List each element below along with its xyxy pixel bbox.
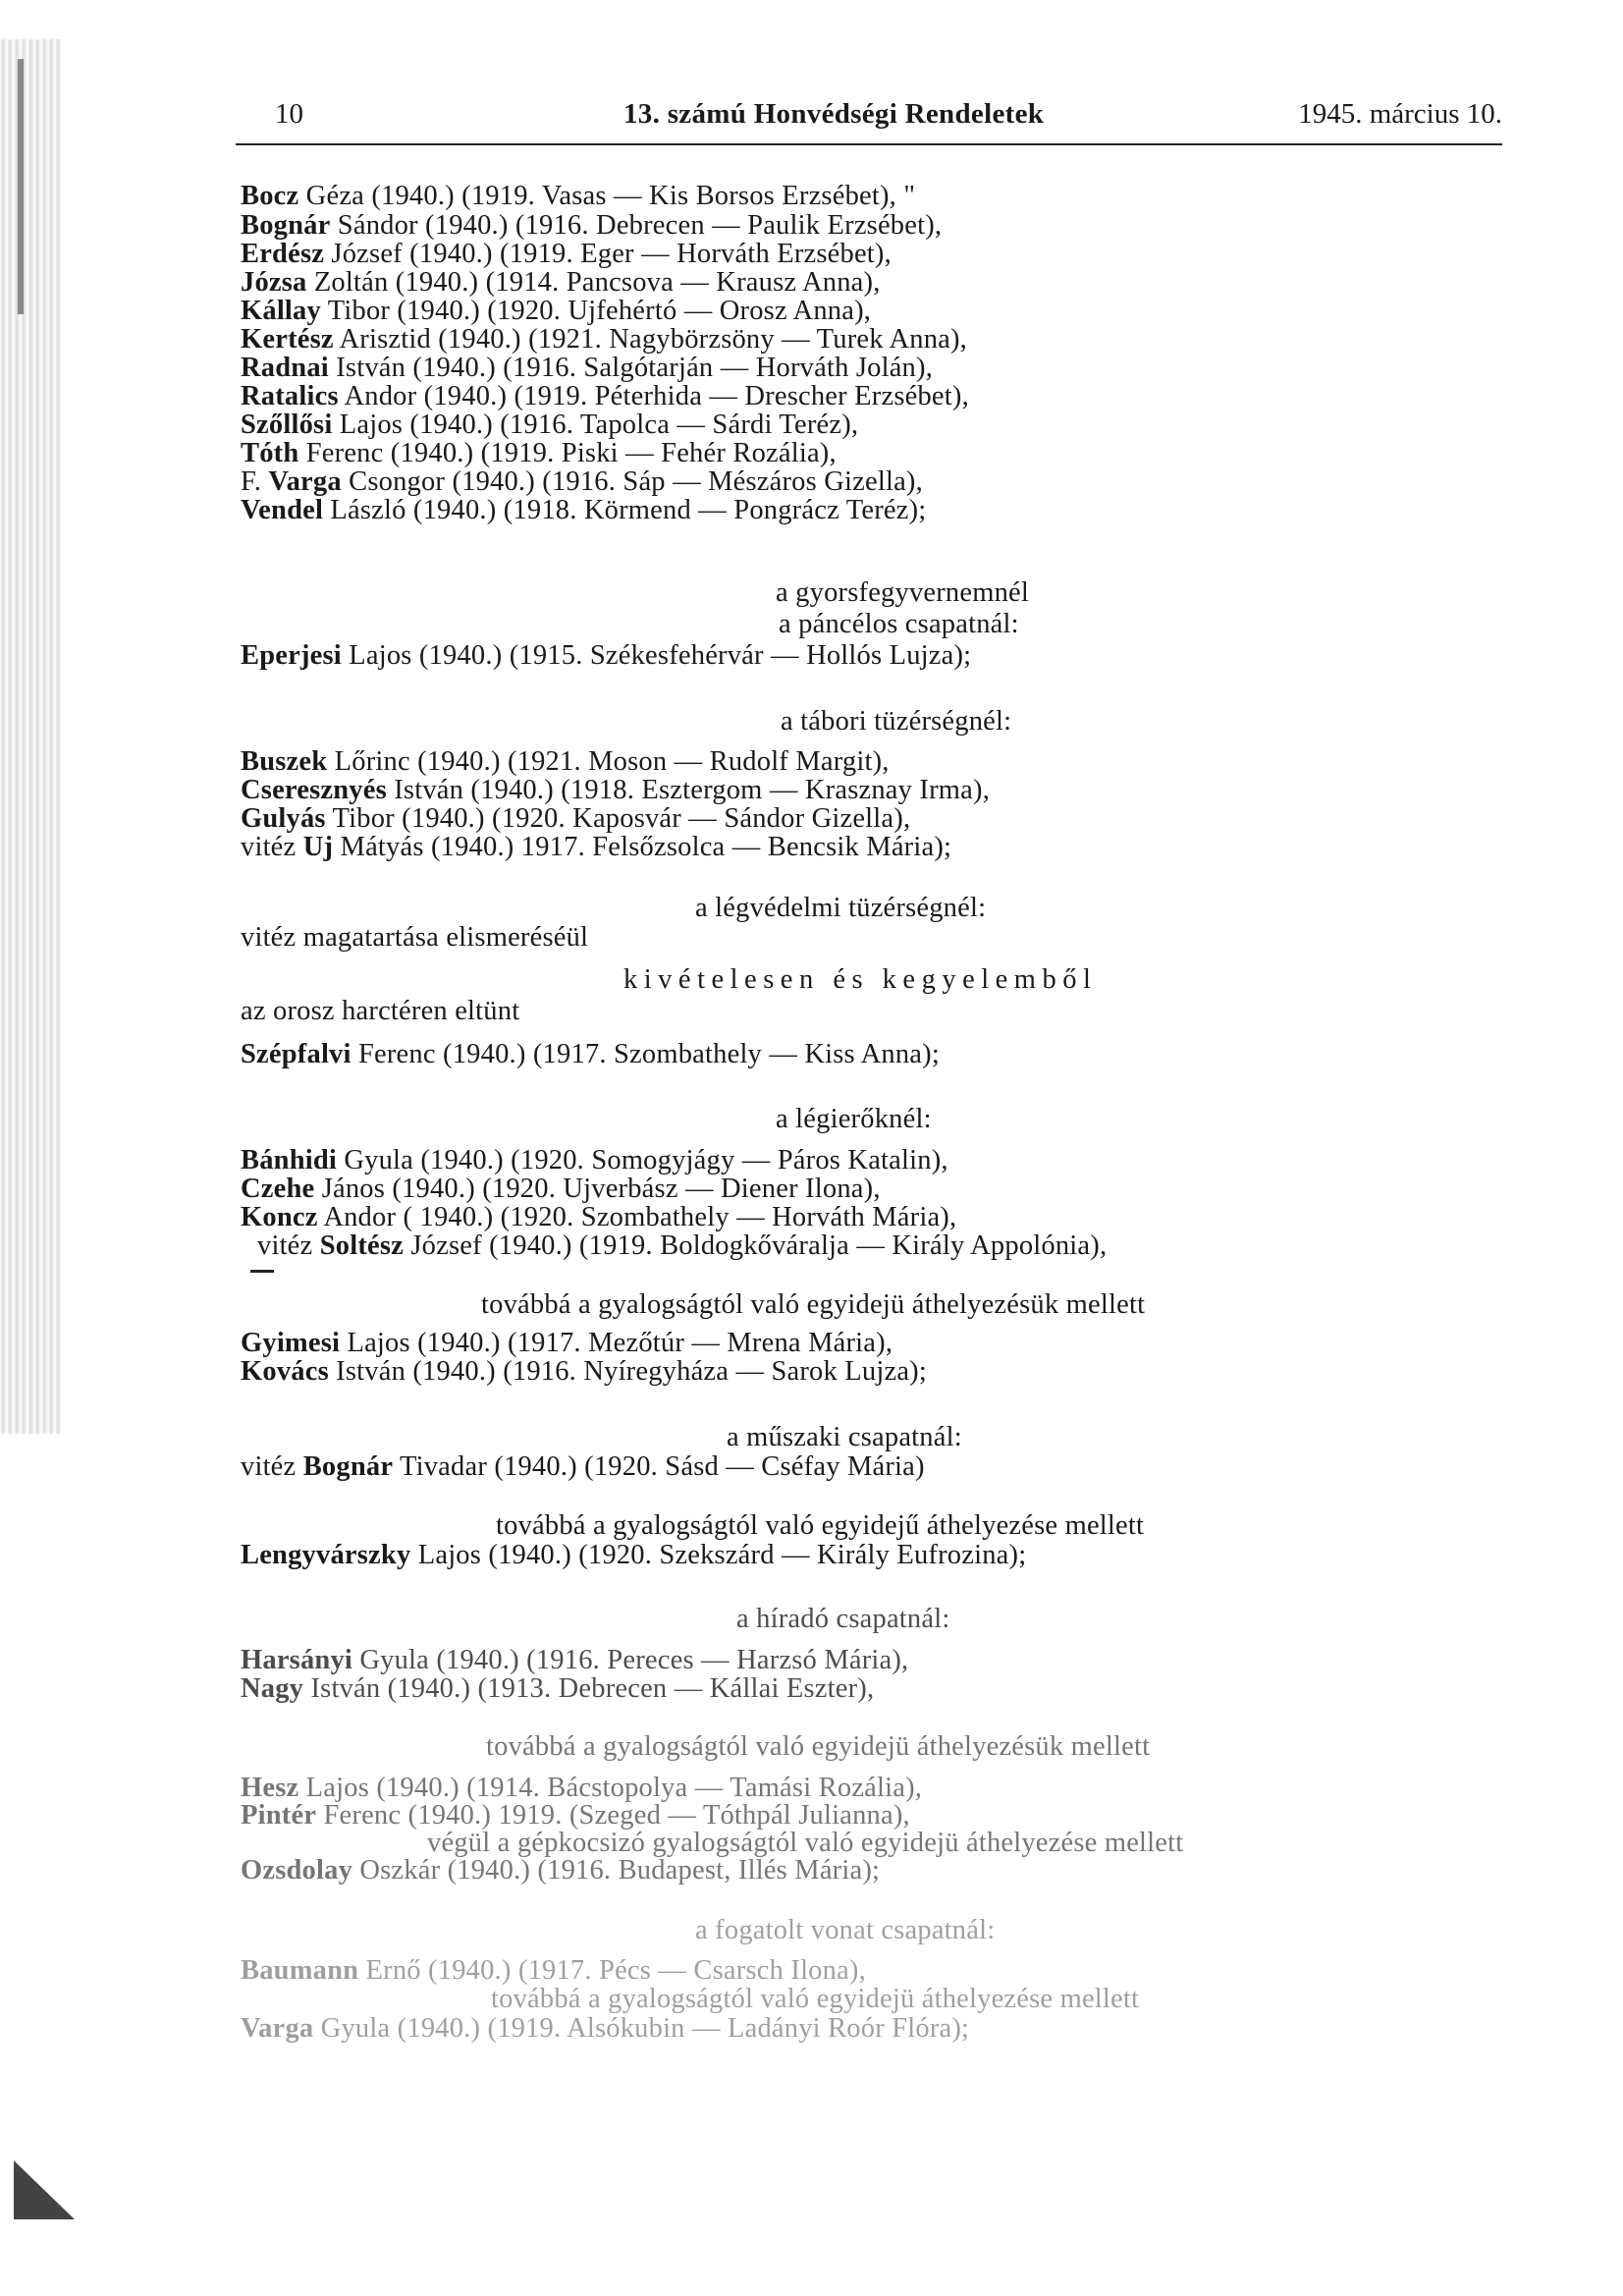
body-text: továbbá a gyalogságtól való egyidejű áthelyezése mellett (496, 1510, 1145, 1541)
list-item: Bocz Géza (1940.) (1919. Vasas — Kis Borsos Erzsébet), " (241, 181, 916, 211)
list-item: Hesz Lajos (1940.) (1914. Bácstopolya — Tamási Rozália), (241, 1773, 923, 1803)
list-item: Szőllősi Lajos (1940.) (1916. Tapolca — Sárdi Teréz), (241, 410, 859, 440)
list-item: Szépfalvi Ferenc (1940.) (1917. Szombathely — Kiss Anna); (241, 1039, 940, 1069)
scan-binding-mark (18, 59, 24, 314)
list-item: Harsányi Gyula (1940.) (1916. Pereces — Harzsó Mária), (241, 1645, 909, 1675)
list-item: F. Varga Csongor (1940.) (1916. Sáp — Mészáros Gizella), (241, 466, 923, 497)
list-item: Koncz Andor ( 1940.) (1920. Szombathely — Horváth Mária), (241, 1202, 957, 1232)
body-text: vitéz magatartása elismeréséül (241, 922, 589, 953)
list-item: Ratalics Andor (1940.) (1919. Péterhida — Drescher Erzsébet), (241, 381, 969, 411)
list-item: Kertész Arisztid (1940.) (1921. Nagybörzsöny — Turek Anna), (241, 324, 968, 355)
list-item: Gulyás Tibor (1940.) (1920. Kaposvár — Sándor Gizella), (241, 803, 911, 834)
section-heading: a páncélos csapatnál: (779, 609, 1019, 639)
body-text: végül a gépkocsizó gyalogságtól való egyidejü áthelyezése mellett (427, 1828, 1184, 1858)
list-item: Bánhidi Gyula (1940.) (1920. Somogyjágy — Páros Katalin), (241, 1145, 948, 1175)
list-item: Bognár Sándor (1940.) (1916. Debrecen — Paulik Erzsébet), (241, 210, 943, 241)
page-header (236, 98, 1502, 141)
list-item: Józsa Zoltán (1940.) (1914. Pancsova — Krausz Anna), (241, 267, 881, 298)
list-item: Buszek Lőrinc (1940.) (1921. Moson — Rudolf Margit), (241, 746, 890, 777)
list-item: Ozsdolay Oszkár (1940.) (1916. Budapest, Illés Mária); (241, 1855, 881, 1886)
body-text: az orosz harctéren eltünt (241, 996, 520, 1026)
emphasis-text: kivételesen és kegyelemből (623, 964, 1098, 995)
list-item: vitéz Bognár Tivadar (1940.) (1920. Sásd — Cséfay Mária) (241, 1451, 925, 1482)
list-item: Baumann Ernő (1940.) (1917. Pécs — Csarsch Ilona), (241, 1955, 866, 1986)
list-item: Eperjesi Lajos (1940.) (1915. Székesfehérvár — Hollós Lujza); (241, 640, 972, 671)
header-rule (236, 143, 1502, 145)
page-number: 10 (275, 98, 303, 130)
list-item: Pintér Ferenc (1940.) 1919. (Szeged — Tóthpál Julianna), (241, 1800, 910, 1831)
list-item: Nagy István (1940.) (1913. Debrecen — Kállai Eszter), (241, 1673, 875, 1704)
issue-date: 1945. március 10. (1298, 98, 1502, 130)
list-item: Erdész József (1940.) (1919. Eger — Horváth Erzsébet), (241, 239, 892, 269)
section-heading: a tábori tüzérségnél: (781, 706, 1012, 737)
list-item: Tóth Ferenc (1940.) (1919. Piski — Fehér Rozália), (241, 438, 837, 468)
body-text: továbbá a gyalogságtól való egyidejü áthelyezésük mellett (481, 1289, 1146, 1320)
list-item: Lengyvárszky Lajos (1940.) (1920. Szekszárd — Király Eufrozina); (241, 1540, 1027, 1570)
section-heading: a légvédelmi tüzérségnél: (695, 893, 987, 923)
list-item: Czehe János (1940.) (1920. Ujverbász — Diener Ilona), (241, 1174, 881, 1204)
list-item: Cseresznyés István (1940.) (1918. Esztergom — Krasznay Irma), (241, 775, 991, 805)
list-item: Radnai István (1940.) (1916. Salgótarján — Horváth Jolán), (241, 353, 934, 383)
scan-corner-mark (14, 2160, 75, 2219)
section-heading: a gyorsfegyvernemnél (776, 577, 1030, 608)
list-item: Kovács István (1940.) (1916. Nyíregyháza — Sarok Lujza); (241, 1356, 927, 1387)
section-heading: a fogatolt vonat csapatnál: (695, 1915, 996, 1945)
list-item: Kállay Tibor (1940.) (1920. Ujfehértó — Orosz Anna), (241, 296, 872, 326)
body-text: továbbá a gyalogságtól való egyidejü áthelyezése mellett (491, 1984, 1140, 2014)
journal-title: 13. számú Honvédségi Rendeletek (623, 98, 1045, 130)
body-text: továbbá a gyalogságtól való egyidejü áthelyezésük mellett (486, 1731, 1151, 1762)
list-item: vitéz Uj Mátyás (1940.) 1917. Felsőzsolca — Bencsik Mária); (241, 832, 952, 862)
list-item: Vendel László (1940.) (1918. Körmend — Pongrácz Teréz); (241, 495, 927, 525)
scan-binding-shadow (0, 39, 61, 1434)
section-heading: a légierőknél: (776, 1104, 932, 1134)
margin-dash (250, 1270, 274, 1273)
list-item: vitéz Soltész József (1940.) (1919. Boldogkőváralja — Király Appolónia), (257, 1230, 1108, 1261)
list-item: Varga Gyula (1940.) (1919. Alsókubin — Ladányi Roór Flóra); (241, 2013, 970, 2044)
section-heading: a műszaki csapatnál: (727, 1422, 962, 1452)
section-heading: a híradó csapatnál: (736, 1604, 950, 1634)
list-item: Gyimesi Lajos (1940.) (1917. Mezőtúr — Mrena Mária), (241, 1328, 893, 1358)
